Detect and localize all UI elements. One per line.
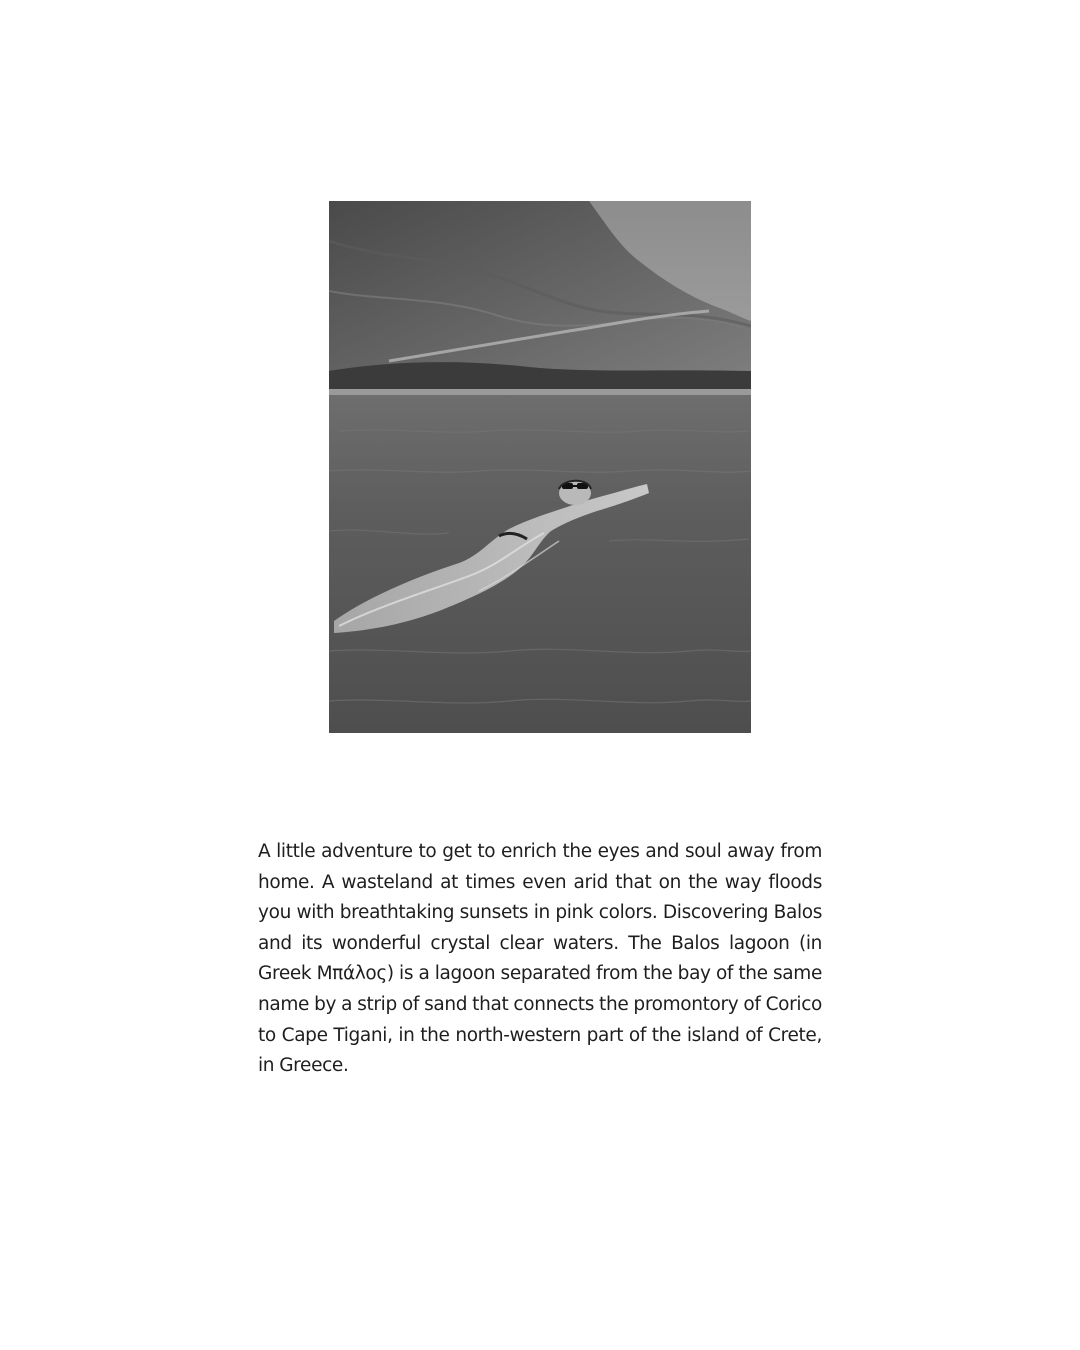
swimmer-lagoon-photo [329, 201, 751, 733]
post-caption: A little adventure to get to enrich the eyes and soul away from home. A wasteland at times even arid that on the way floods you with breathtaking sunsets in pink colors. Discovering Balos and its wonderful crystal clear waters. The Balos lagoon (in Greek Μπάλος) is a lagoon separated from the bay of the same name by a strip of sand that connects the promontory of Corico to Cape Tigani, in the north-western part of the island of Crete, in Greece. [258, 841, 822, 1077]
